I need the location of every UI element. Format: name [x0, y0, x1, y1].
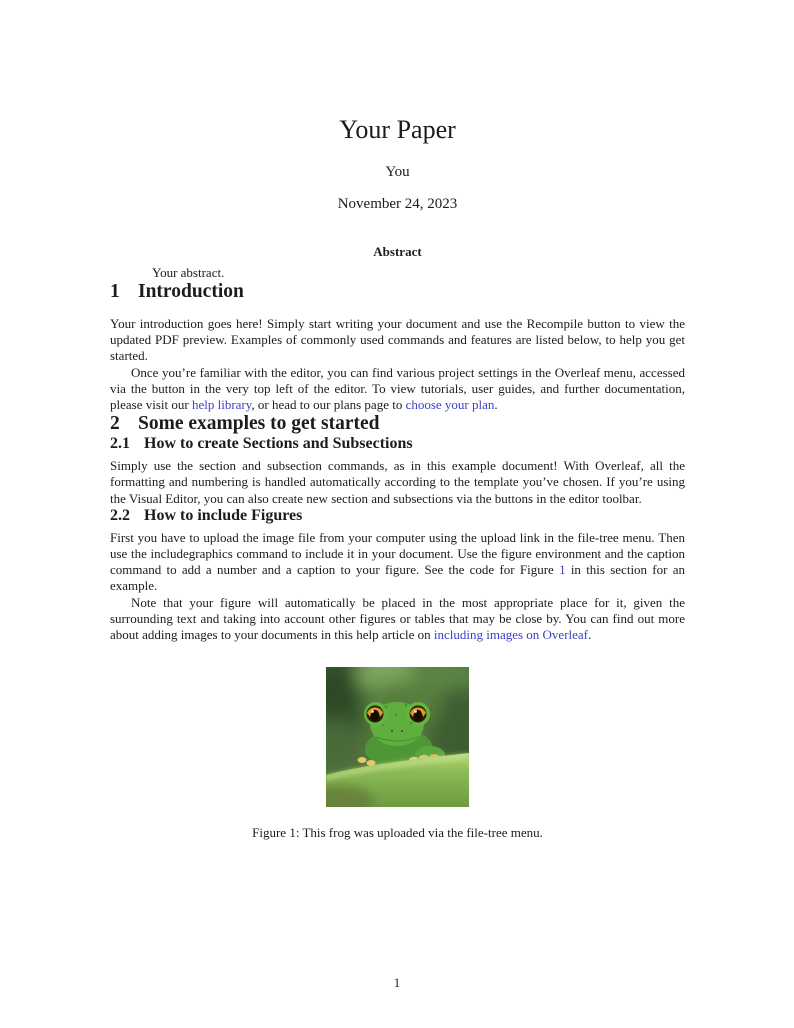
section-1-title: Introduction [138, 281, 244, 302]
help-library-link[interactable]: help library [191, 397, 252, 413]
subsection-2-2-title: How to include Figures [144, 506, 303, 524]
subsection-2-2-number: 2.2 [110, 506, 130, 524]
abstract-text: Your abstract. [152, 265, 225, 280]
section-1-number: 1 [110, 281, 120, 302]
figure-1 [110, 667, 685, 841]
figures-paragraph-1 [110, 530, 685, 595]
subsection-2-1-title: How to create Sections and Subsections [144, 435, 413, 453]
section-2-heading [110, 413, 685, 435]
subsection-2-1-heading [110, 435, 685, 453]
text-column [110, 0, 685, 841]
paper-date: November 24, 2023 [337, 196, 458, 212]
subsection-2-2-heading [110, 507, 685, 525]
figures-paragraph-2 [110, 595, 685, 644]
intro-paragraph-2-text: Once you’re familiar with the editor, you can find various project settings in the Overleaf menu, accessed via the button in the very top left of the editor. To view tutorials, user guides, and further documentation, please visit our [110, 364, 685, 413]
figures-paragraph-1-text: First you have to upload the image file from your computer using the upload link in the file-tree menu. Then use the includegraphics command to include it in your document. Use the figure environment and the caption command to add a number and a caption to your figure. See the code for Figure [110, 529, 685, 578]
frog-eye-right [410, 706, 427, 723]
figure-1-reference-link[interactable]: 1 [559, 562, 566, 578]
section-2-title: Some examples to get started [138, 413, 380, 435]
frog-eye-left [367, 706, 384, 723]
intro-paragraph-2-text: , or head to our plans page to [251, 397, 406, 413]
subsection-2-1-number: 2.1 [110, 435, 130, 453]
intro-paragraph-2 [110, 365, 685, 414]
section-2-number: 2 [110, 413, 120, 435]
figures-paragraph-2-text: Note that your figure will automatically be placed in the most appropriate place for it, given the surrounding text and taking into account other figures or tables that may be close by. You can find out more about adding images to your documents in this help article on [110, 594, 685, 643]
figure-caption: Figure 1: This frog was uploaded via the file-tree menu. [252, 825, 543, 841]
figures-paragraph-1-text: in this section for an example. [110, 562, 685, 594]
section-1-heading [110, 281, 685, 303]
abstract-heading: Abstract [373, 244, 422, 259]
including-images-link[interactable]: including images on Overleaf [433, 627, 589, 643]
paper-title: Your Paper [339, 115, 456, 144]
frog-photo-svg [326, 667, 469, 807]
frog-photo [326, 667, 469, 807]
figures-paragraph-2-text: . [588, 627, 592, 643]
intro-paragraph-2-text: . [494, 397, 498, 413]
sections-paragraph: Simply use the section and subsection commands, as in this example document! With Overleaf, all the formatting and numbering is handled automatically according to the template you’ve chosen. If you’re using the Visual Editor, you can also create new section and subsections via the buttons in the editor toolbar. [110, 458, 685, 506]
page-number: 1 [393, 975, 401, 990]
intro-paragraph-1: Your introduction goes here! Simply start writing your document and use the Recompile button to view the updated PDF preview. Examples of commonly used commands and features are listed below, to help you get started. [110, 316, 685, 364]
choose-your-plan-link[interactable]: choose your plan [405, 397, 495, 413]
paper-author: You [385, 164, 410, 180]
